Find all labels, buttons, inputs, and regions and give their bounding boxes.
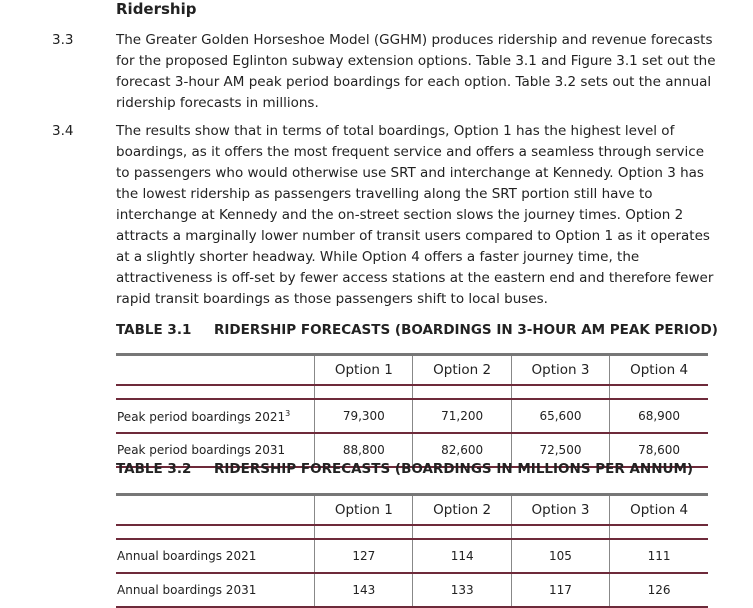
table-row <box>116 399 708 433</box>
row-label: Peak period boardings 2021$^3$ <box>116 399 315 433</box>
paragraph-number: 3.4 <box>52 123 74 139</box>
header-blank <box>116 355 315 386</box>
cell-value: 68,900 <box>610 399 708 433</box>
footnote-marker: 3 <box>285 408 291 418</box>
cell-value: 127 <box>315 539 413 573</box>
paragraph-text: The results show that in terms of total boardings, Option 1 has the highest level of boardings, as it offers the most frequent service and offers a seamless through service to passengers who would otherwise use SRT and interchange at Kennedy. Option 3 has the lowest ridership as passengers travelling along the SRT portion still have to interchange at Kennedy and the on-street section slows the journey times. Option 2 attracts a marginally lower number of transit users compared to Option 1 as it operates at a slightly shorter headway. While Option 4 offers a faster journey time, the attractiveness is off-set by fewer access stations at the eastern end and therefore fewer rapid transit boardings as those passengers shift to local buses. <box>116 123 714 307</box>
column-header: Option 1 <box>315 495 413 526</box>
table-caption <box>116 461 693 477</box>
column-header: Option 2 <box>413 355 511 386</box>
column-header: Option 1 <box>315 355 413 386</box>
column-header: Option 3 <box>511 355 609 386</box>
section-heading: Ridership <box>116 0 197 18</box>
table-title: RIDERSHIP FORECASTS (BOARDINGS IN MILLIONS PER ANNUM) <box>214 461 694 477</box>
cell-value: 105 <box>511 539 609 573</box>
row-label: Annual boardings 2021 <box>116 539 315 573</box>
table-number: TABLE 3.2 <box>116 461 192 477</box>
table-title: RIDERSHIP FORECASTS (BOARDINGS IN 3-HOUR AM PEAK PERIOD) <box>214 322 718 338</box>
ridership-peak-table <box>116 353 708 468</box>
cell-value: 72,500 <box>511 433 609 467</box>
cell-value: 111 <box>610 539 708 573</box>
cell-value: 78,600 <box>610 433 708 467</box>
header-blank <box>116 495 315 526</box>
table-row <box>116 573 708 607</box>
column-header: Option 3 <box>511 495 609 526</box>
column-header: Option 4 <box>610 495 708 526</box>
paragraph-number: 3.3 <box>52 32 74 48</box>
cell-value: 88,800 <box>315 433 413 467</box>
cell-value: 143 <box>315 573 413 607</box>
cell-value: 79,300 <box>315 399 413 433</box>
cell-value: 117 <box>511 573 609 607</box>
column-header: Option 2 <box>413 495 511 526</box>
cell-value: 133 <box>413 573 511 607</box>
cell-value: 82,600 <box>413 433 511 467</box>
ridership-annual-table <box>116 493 708 608</box>
cell-value: 126 <box>610 573 708 607</box>
cell-value: 65,600 <box>511 399 609 433</box>
table-row <box>116 539 708 573</box>
row-label: Peak period boardings 2031 <box>116 433 315 467</box>
paragraph-text: The Greater Golden Horseshoe Model (GGHM) produces ridership and revenue forecasts for the proposed Eglinton subway extension options. Table 3.1 and Figure 3.1 set out the forecast 3-hour AM peak period boardings for each option. Table 3.2 sets out the annual ridership forecasts in millions. <box>116 32 716 111</box>
row-label: Annual boardings 2031 <box>116 573 315 607</box>
table-caption <box>116 322 718 338</box>
cell-value: 114 <box>413 539 511 573</box>
column-header: Option 4 <box>610 355 708 386</box>
cell-value: 71,200 <box>413 399 511 433</box>
table-number: TABLE 3.1 <box>116 322 192 338</box>
